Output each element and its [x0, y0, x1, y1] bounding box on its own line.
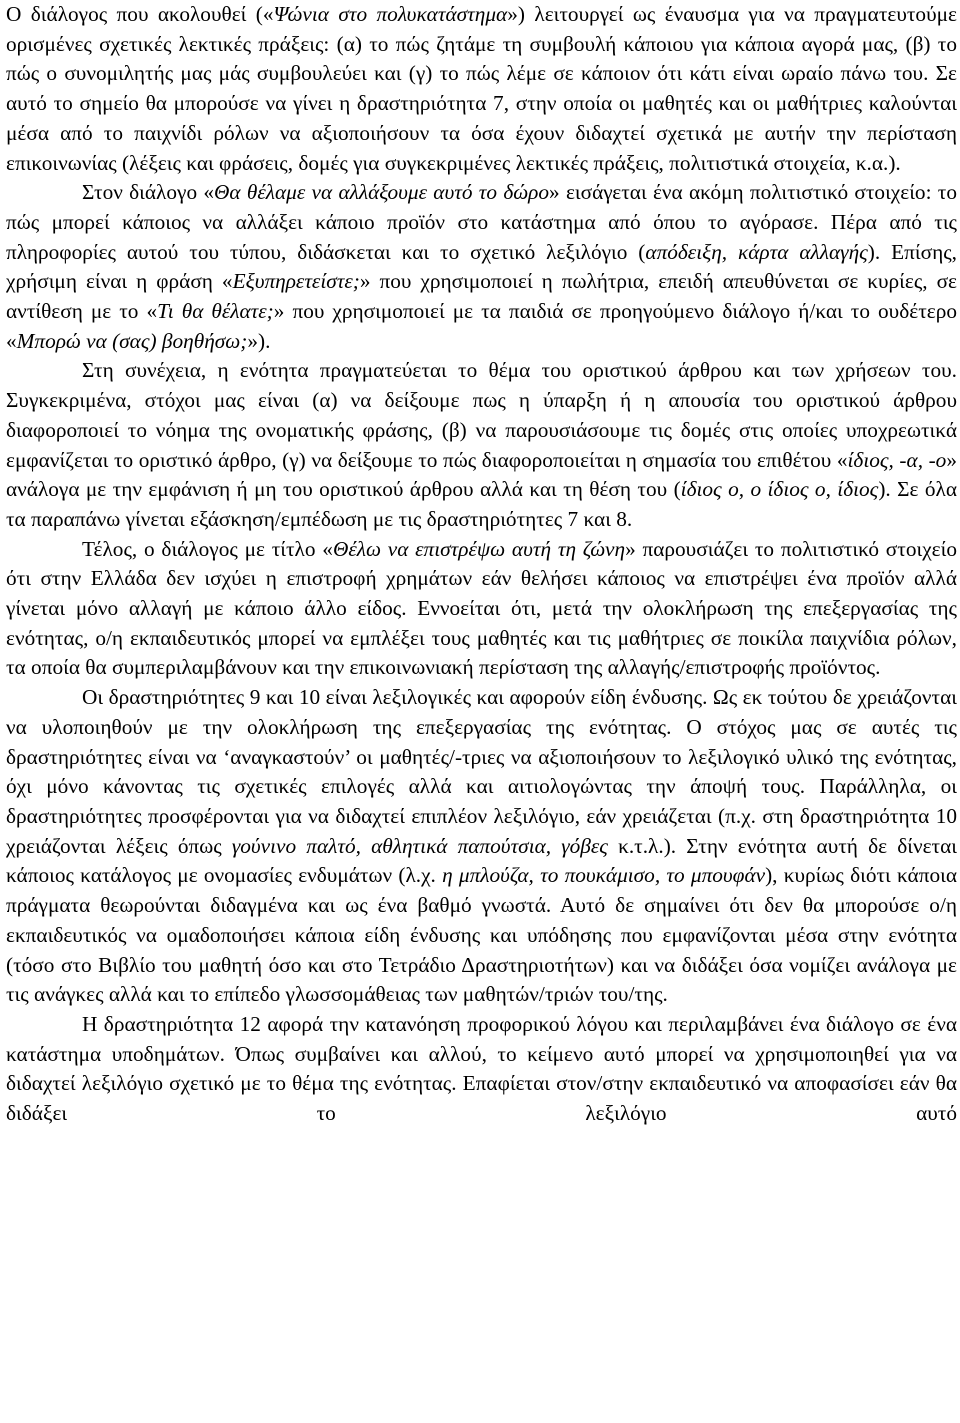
text-segment: »). — [247, 328, 271, 353]
italic-text: ίδιος ο, ο ίδιος ο, ίδιος — [680, 477, 879, 502]
text-segment: Τέλος, ο διάλογος με τίτλο « — [82, 536, 333, 561]
italic-text: Ψώνια στο πολυκατάστημα — [273, 2, 508, 26]
italic-text: η μπλούζα, το πουκάμισο, το μπουφάν — [442, 863, 766, 888]
italic-text: γούνινο παλτό, αθλητικά παπούτσια, γόβες — [231, 833, 608, 858]
text-segment: Στη συνέχεια, η ενότητα πραγματεύεται το θέμα του οριστικού άρθρου και των χρήσεων του. Συγκεκριμένα, στόχοι μας είναι (α) να δείξουμε πως η ύπαρξη ή η απουσία του οριστικού άρθρου διαφοροποιεί το νόημα της ονοματικής φράσης, (β) να παρουσιάσουμε τις δομές στις οποίες υποχρεωτικά εμφανίζεται το οριστικό άρθρο, (γ) να δείξουμε το πώς διαφοροποιείται η σημασία του επιθέτου « — [6, 358, 957, 472]
document-page — [6, 0, 957, 1129]
text-segment: ). Σε όλα τα παραπάνω γίνεται εξάσκηση/εμπέδωση με τις δραστηριότητες 7 και 8. — [6, 477, 957, 531]
text-segment: Στον διάλογο « — [82, 180, 215, 205]
text-segment: Η δραστηριότητα 12 αφορά την κατανόηση προφορικού λόγου και περιλαμβάνει ένα διάλογο σε ένα κατάστημα υποδημάτων. Όπως συμβαίνει και αλλού, το κείμενο αυτό μπορεί να χρησιμοποιηθεί για να διδαχτεί λεξιλόγιο σχετικό με το θέμα της ενότητας. Επαφίεται στον/στην εκπαιδευτικό να αποφασίσει εάν θα διδάξει το λεξιλόγιο αυτό — [6, 1011, 957, 1126]
italic-text: Μπορώ να (σας) βοηθήσω; — [16, 328, 248, 353]
italic-text: Θα θέλαμε να αλλάξουμε αυτό το δώρο — [214, 180, 549, 205]
italic-text: Θέλω να επιστρέψω αυτή τη ζώνη — [332, 536, 626, 561]
paragraph-3 — [6, 356, 957, 534]
text-segment: » ανάλογα με την εμφάνιση ή μη του οριστικού άρθρου αλλά και τη θέση του ( — [6, 447, 957, 502]
text-segment: Οι δραστηριότητες 9 και 10 είναι λεξιλογικές και αφορούν είδη ένδυσης. Ως εκ τούτου δε χρειάζονται να υλοποιηθούν με την ολοκλήρωση της επεξεργασίας της ενότητας. Ο στόχος μας σε αυτές τις δραστηριότητες είναι να ‘αναγκαστούν’ οι μαθητές/-τριες να αξιοποιήσουν το λεξιλογικό υλικό της ενότητας, όχι μόνο κάνοντας τις σχετικές επιλογές αλλά και αιτιολογώντας την άποψή τους. Παράλληλα, οι δραστηριότητες προσφέρονται για να διδαχτεί επιπλέον λεξιλόγιο, εάν χρειάζεται (π.χ. στη δραστηριότητα 10 χρειάζονται λέξεις όπως — [6, 685, 957, 858]
text-segment: Ο διάλογος που ακολουθεί (« — [6, 2, 274, 26]
text-segment: ») λειτουργεί ως έναυσμα για να πραγματευτούμε ορισμένες σχετικές λεκτικές πράξεις: (α) το πώς ζητάμε τη συμβουλή κάποιου για κάποια αγορά μας, (β) το πώς ο συνομιλητής μας μάς συμβουλεύει και (γ) το πώς λέμε σε κάποιον ότι κάτι είναι ωραίο πάνω του. Σε αυτό το σημείο θα μπορούσε να γίνει η δραστηριότητα 7, στην οποία οι μαθητές και οι μαθήτριες καλούνται μέσα από το παιχνίδι ρόλων να αξιοποιήσουν τα όσα έχουν διδαχτεί σχετικά με αυτήν την περίσταση επικοινωνίας (λέξεις και φράσεις, δομές για συγκεκριμένες λεκτικές πράξεις, πολιτιστικά στοιχεία, κ.α.). — [6, 2, 957, 175]
text-segment: » εισάγεται ένα ακόμη πολιτιστικό στοιχείο: το πώς μπορεί κάποιος να αλλάξει κάποιο προϊόν στο κατάστημα από όπου το αγόρασε. Πέρα από τις πληροφορίες αυτού του τύπου, διδάσκεται και το σχετικό λεξιλόγιο ( — [6, 180, 957, 264]
paragraph-4 — [6, 535, 957, 684]
paragraph-2 — [6, 178, 957, 356]
text-segment: » παρουσιάζει το πολιτιστικό στοιχείο ότι στην Ελλάδα δεν ισχύει η επιστροφή χρημάτων εάν θελήσει κάποιος να επιστρέψει ένα προϊόν αλλά γίνεται μόνο αλλαγή με κάποιο άλλο είδος. Εννοείται ότι, μετά την ολοκλήρωση της επεξεργασίας της ενότητας, ο/η εκπαιδευτικός μπορεί να εμπλέξει τους μαθητές και τις μαθήτριες σε ποικίλα παιχνίδια ρόλων, τα οποία θα συμπεριλαμβάνουν και την επικοινωνιακή περίσταση της αλλαγής/επιστροφής προϊόντος. — [6, 536, 957, 680]
italic-text: απόδειξη, κάρτα αλλαγής — [645, 239, 868, 264]
paragraph-1 — [6, 0, 957, 178]
text-segment: κ.τ.λ.). Στην ενότητα αυτή δε δίνεται κάποιος κατάλογος με ονομασίες ενδυμάτων (λ.χ. — [6, 833, 957, 888]
text-segment: ). Επίσης, χρήσιμη είναι η φράση « — [6, 239, 957, 294]
italic-text: ίδιος, -α, -ο — [847, 447, 947, 472]
text-segment: ), κυρίως διότι κάποια πράγματα θεωρούνται διδαγμένα και ως ένα βαθμό γνωστά. Αυτό δε σημαίνει ότι δεν θα μπορούσε ο/η εκπαιδευτικός να ομαδοποιήσει κάποια είδη ένδυσης και υπόδησης που εμφανίζονται μέσα στην ενότητα (τόσο στο Βιβλίο του μαθητή όσο και στο Τετράδιο Δραστηριοτήτων) και να διδάξει όσα νομίζει ανάλογα με τις ανάγκες αλλά και το επίπεδο γλωσσομάθειας των μαθητών/τριών του/της. — [6, 863, 957, 1007]
text-segment: » που χρησιμοποιεί η πωλήτρια, επειδή απευθύνεται σε κυρίες, σε αντίθεση με το « — [6, 269, 957, 324]
italic-text: Τι θα θέλατε; — [157, 299, 274, 324]
text-segment: » που χρησιμοποιεί με τα παιδιά σε προηγούμενο διάλογο ή/και το ουδέτερο « — [6, 299, 957, 353]
paragraph-6 — [6, 1010, 957, 1129]
paragraph-5 — [6, 683, 957, 1010]
italic-text: Εξυπηρετείστε; — [232, 269, 360, 294]
